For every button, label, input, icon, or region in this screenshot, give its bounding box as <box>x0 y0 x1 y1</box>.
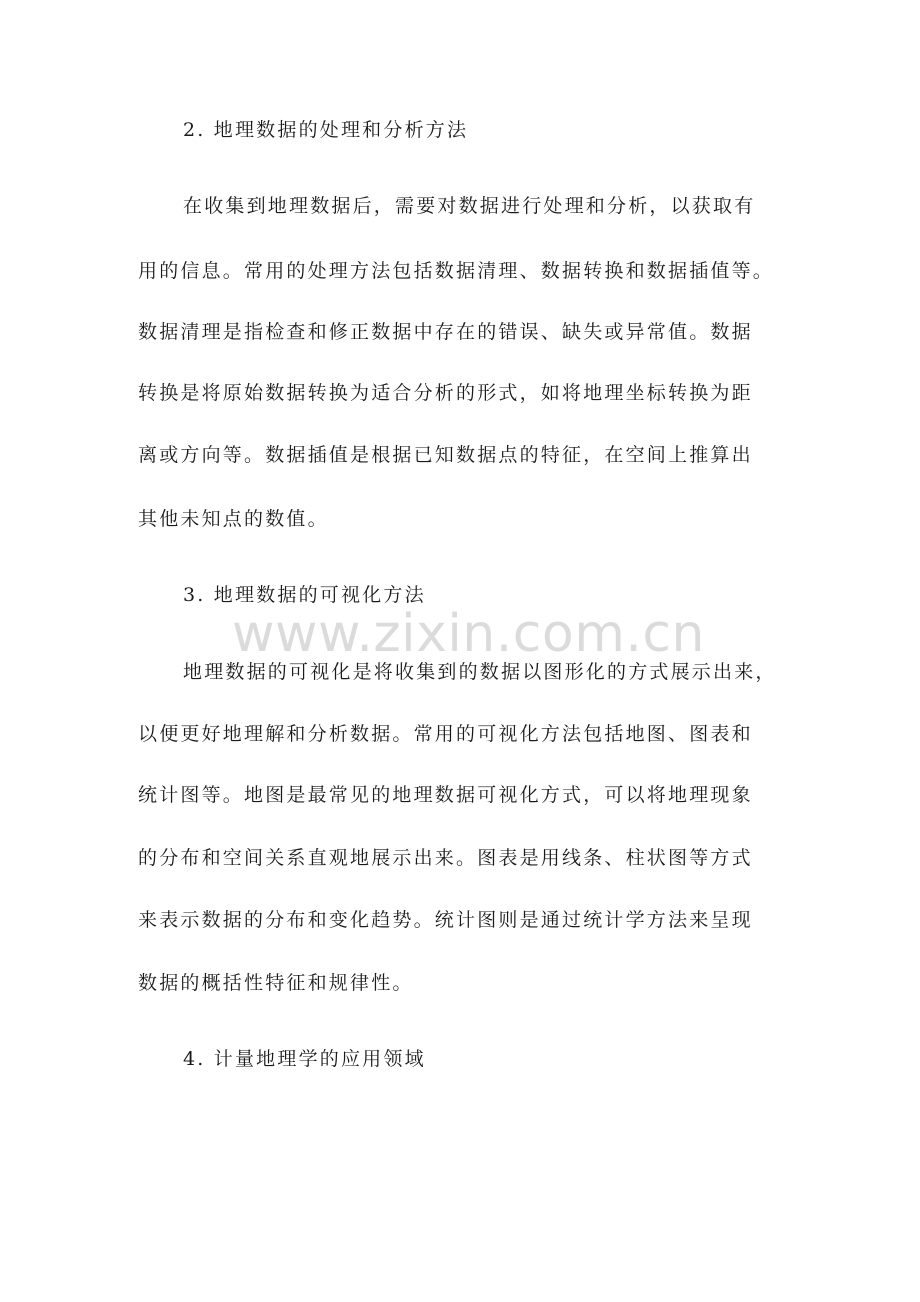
paragraph-line: 的分布和空间关系直观地展示出来。图表是用线条、柱状图等方式 <box>138 847 753 869</box>
paragraph-line: 在收集到地理数据后，需要对数据进行处理和分析，以获取有 <box>183 195 756 217</box>
paragraph-line: 转换是将原始数据转换为适合分析的形式，如将地理坐标转换为距 <box>138 382 753 404</box>
section-heading-4: 4. 计量地理学的应用领域 <box>183 1048 426 1070</box>
section-heading-3: 3. 地理数据的可视化方法 <box>183 584 426 606</box>
watermark: www.zixin.com.cn <box>232 604 705 664</box>
paragraph-line: 地理数据的可视化是将收集到的数据以图形化的方式展示出来， <box>183 661 777 683</box>
paragraph-line: 数据的概括性特征和规律性。 <box>138 972 414 994</box>
section-heading-2: 2. 地理数据的处理和分析方法 <box>183 119 469 141</box>
paragraph-line: 统计图等。地图是最常见的地理数据可视化方式，可以将地理现象 <box>138 784 753 806</box>
paragraph-line: 来表示数据的分布和变化趋势。统计图则是通过统计学方法来呈现 <box>138 909 753 931</box>
paragraph-line: 其他未知点的数值。 <box>138 508 329 530</box>
paragraph-line: 离或方向等。数据插值是根据已知数据点的特征，在空间上推算出 <box>138 444 753 466</box>
paragraph-line: 用的信息。常用的处理方法包括数据清理、数据转换和数据插值等。 <box>138 260 775 282</box>
paragraph-line: 以便更好地理解和分析数据。常用的可视化方法包括地图、图表和 <box>138 723 753 745</box>
paragraph-line: 数据清理是指检查和修正数据中存在的错误、缺失或异常值。数据 <box>138 321 753 343</box>
